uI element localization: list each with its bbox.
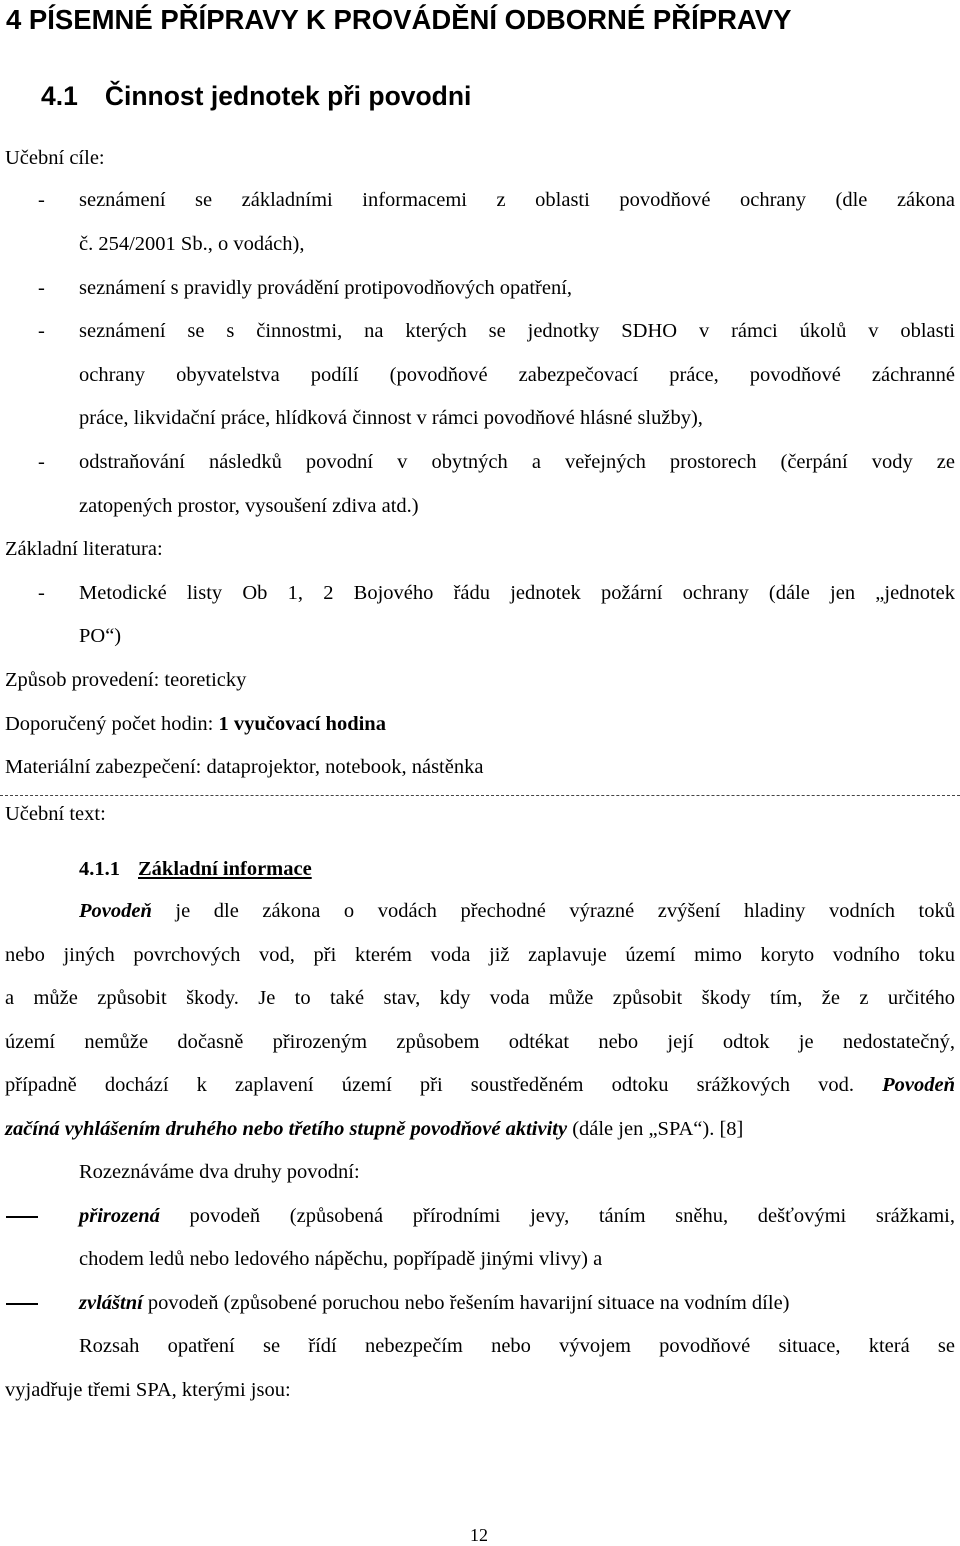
body-p1-line-3: a může způsobit škody. Je to také stav, kdy voda může způsobit škody tím, že z určitého xyxy=(5,987,955,1009)
kind-2 xyxy=(79,1291,790,1315)
body-p2: Rozeznáváme dva druhy povodní: xyxy=(79,1161,360,1183)
objectives-label: Učební cíle: xyxy=(5,147,105,169)
kind-1-line-2: chodem ledů nebo ledového nápěchu, popřípadě jinými vlivy) a xyxy=(79,1248,603,1270)
list-dash: - xyxy=(38,451,45,473)
body-p1-line-4: území nemůže dočasně přirozeným způsobem odtékat nebo její odtok je nedostatečný, xyxy=(5,1031,955,1053)
method-value: teoreticky xyxy=(164,669,247,691)
body-p1-line-6 xyxy=(5,1117,743,1141)
materials-label: Materiální zabezpečení: xyxy=(5,756,202,778)
hours-value: 1 vyučovací hodina xyxy=(218,713,386,735)
reference: [8] xyxy=(719,1118,744,1140)
hours-label: Doporučený počet hodin: xyxy=(5,713,214,735)
body-p1-line-6-text: (dále jen „SPA“). xyxy=(572,1118,715,1140)
hours-line xyxy=(5,712,386,736)
objective-item-1-line-2: č. 254/2001 Sb., o vodách), xyxy=(79,233,305,255)
body-p1-line-2: nebo jiných povrchových vod, při kterém voda již zaplavuje území mimo koryto vodního toku xyxy=(5,944,955,966)
literature-item-line-1: Metodické listy Ob 1, 2 Bojového řádu jednotek požární ochrany (dále jen „jednotek xyxy=(79,582,955,604)
list-dash: - xyxy=(38,277,45,299)
objective-item-2: seznámení s pravidly provádění protipovodňových opatření, xyxy=(79,277,573,299)
dashed-divider xyxy=(0,795,960,796)
method-label: Způsob provedení: xyxy=(5,669,160,691)
subsection-heading xyxy=(79,857,312,881)
subsection-title: Základní informace xyxy=(138,858,312,880)
term-povoden: Povodeň xyxy=(79,900,152,922)
method-line xyxy=(5,668,246,692)
term-povoden-2: Povodeň xyxy=(882,1074,955,1096)
emphasis-spa: začíná vyhlášením druhého nebo třetího stupně povodňové aktivity xyxy=(5,1118,568,1140)
subsection-number: 4.1.1 xyxy=(79,858,120,880)
materials-line xyxy=(5,755,483,779)
section-title: Činnost jednotek při povodni xyxy=(104,81,472,111)
objective-item-3-line-2: ochrany obyvatelstva podílí (povodňové zabezpečovací práce, povodňové záchranné xyxy=(79,364,955,386)
objective-item-1-line-1: seznámení se základními informacemi z oblasti povodňové ochrany (dle zákona xyxy=(79,189,955,211)
literature-label: Základní literatura: xyxy=(5,538,163,560)
body-p1-line-1-text: je dle zákona o vodách přechodné výrazné zvýšení hladiny vodních toků xyxy=(175,900,956,922)
objective-item-3-line-3: práce, likvidační práce, hlídková činnost v rámci povodňové hlásné služby), xyxy=(79,407,703,429)
list-bullet-dash xyxy=(6,1216,38,1218)
term-prirozena: přirozená xyxy=(79,1205,160,1227)
kind-1-line-1 xyxy=(79,1204,955,1228)
literature-item-line-2: PO“) xyxy=(79,625,122,647)
body-p3-line-1: Rozsah opatření se řídí nebezpečím nebo vývojem povodňové situace, která se xyxy=(79,1335,955,1357)
body-p3-line-2: vyjadřuje třemi SPA, kterými jsou: xyxy=(5,1379,291,1401)
objective-item-4-line-1: odstraňování následků povodní v obytných a veřejných prostorech (čerpání vody ze xyxy=(79,451,955,473)
kind-1-line-1-text: povodeň (způsobená přírodními jevy, táním sněhu, dešťovými srážkami, xyxy=(189,1205,955,1227)
list-dash: - xyxy=(38,582,45,604)
body-p1-line-5 xyxy=(5,1073,955,1097)
chapter-heading: 4 PÍSEMNÉ PŘÍPRAVY K PROVÁDĚNÍ ODBORNÉ PŘÍPRAVY xyxy=(6,4,792,35)
body-p1-line-1 xyxy=(79,899,955,923)
list-dash: - xyxy=(38,189,45,211)
page-number: 12 xyxy=(470,1525,488,1545)
materials-value: dataprojektor, notebook, nástěnka xyxy=(206,756,484,778)
body-p1-line-5-text: případně dochází k zaplavení území při soustředěném odtoku srážkových vod. xyxy=(5,1074,854,1096)
term-zvlastni: zvláštní xyxy=(79,1292,143,1314)
kind-2-text: povodeň (způsobené poruchou nebo řešením havarijní situace na vodním díle) xyxy=(147,1292,790,1314)
list-dash: - xyxy=(38,320,45,342)
objective-item-4-line-2: zatopených prostor, vysoušení zdiva atd.) xyxy=(79,495,419,517)
objective-item-3-line-1: seznámení se s činnostmi, na kterých se jednotky SDHO v rámci úkolů v oblasti xyxy=(79,320,955,342)
list-bullet-dash xyxy=(6,1303,38,1305)
text-label: Učební text: xyxy=(5,803,106,825)
section-heading xyxy=(41,81,471,112)
section-number: 4.1 xyxy=(41,81,78,111)
